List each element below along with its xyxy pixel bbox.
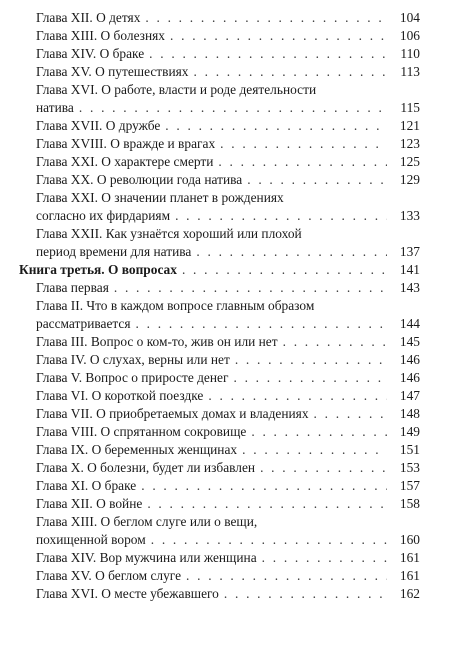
toc-entry-gl15-puteshestviya <box>0 63 453 81</box>
dot-leader <box>242 441 387 459</box>
toc-entry-gl6-poezdka <box>0 387 453 405</box>
toc-page-number: 129 <box>399 172 420 187</box>
toc-entry-book-three <box>0 261 453 279</box>
toc-entry-gl10-bolezn <box>0 459 453 477</box>
toc-title: Глава XVIII. О вражде и врагах <box>36 136 216 151</box>
toc-page-number: 146 <box>399 352 420 367</box>
toc-title: Глава XVII. О дружбе <box>36 118 161 133</box>
dot-leader <box>208 387 387 405</box>
toc-page-number: 148 <box>399 406 420 421</box>
toc-page-number: 153 <box>399 460 420 475</box>
toc-entry-gl7-doma <box>0 405 453 423</box>
toc-entry-gl16-mesto <box>0 585 453 603</box>
toc-title-line1: Глава XXII. Как узнаётся хороший или плохой <box>36 226 302 241</box>
toc-page-number: 151 <box>399 442 420 457</box>
toc-page-number: 144 <box>399 316 420 331</box>
toc-title: Глава XI. О браке <box>36 478 137 493</box>
toc-title: Глава IX. О беременных женщинах <box>36 442 238 457</box>
toc-page-number: 143 <box>399 280 420 295</box>
dot-leader <box>151 531 387 549</box>
dot-leader <box>79 99 387 117</box>
dot-leader <box>141 477 387 495</box>
dot-leader <box>186 567 387 585</box>
toc-page-number: 147 <box>399 388 420 403</box>
toc-page-number: 161 <box>399 568 420 583</box>
dot-leader <box>218 153 387 171</box>
toc-entry-gl4-sluhi <box>0 351 453 369</box>
toc-entry-gl15-sluga <box>0 567 453 585</box>
toc-page-number: 146 <box>399 370 420 385</box>
toc-title-line1: Глава XXI. О значении планет в рождениях <box>36 190 284 205</box>
toc-page-number: 104 <box>399 10 420 25</box>
dot-leader <box>235 351 387 369</box>
dot-leader <box>175 207 387 225</box>
toc-entry-gl12-deti <box>0 9 453 27</box>
toc-entry-gl13-sluga-vor <box>0 513 453 549</box>
dot-leader <box>165 117 387 135</box>
dot-leader <box>314 405 387 423</box>
toc-page-number: 161 <box>399 550 420 565</box>
dot-leader <box>182 261 387 279</box>
toc-entry-gl13-bolezni <box>0 27 453 45</box>
table-of-contents <box>0 9 453 603</box>
toc-entry-gl14-vor <box>0 549 453 567</box>
toc-title-line1: Глава II. Что в каждом вопросе главным образом <box>36 298 315 313</box>
toc-title: Глава XXI. О характере смерти <box>36 154 214 169</box>
dot-leader <box>260 459 387 477</box>
toc-title-line2: рассматривается <box>36 316 131 331</box>
dot-leader <box>251 423 387 441</box>
toc-title-line2: натива <box>36 100 74 115</box>
toc-entry-gl2-rassmatrivaetsya <box>0 297 453 333</box>
toc-page-number: 149 <box>399 424 420 439</box>
toc-book-title: Книга третья. О вопросах <box>19 262 177 277</box>
toc-title: Глава V. Вопрос о приросте денег <box>36 370 229 385</box>
toc-title: Глава XV. О беглом слуге <box>36 568 182 583</box>
toc-entry-gl22-period <box>0 225 453 261</box>
toc-page-number: 137 <box>399 244 420 259</box>
dot-leader <box>220 135 387 153</box>
toc-entry-gl12-voyna <box>0 495 453 513</box>
toc-entry-gl18-vrazhda <box>0 135 453 153</box>
toc-entry-gl8-sokrovische <box>0 423 453 441</box>
toc-title-line1: Глава XIII. О беглом слуге или о вещи, <box>36 514 258 529</box>
dot-leader <box>147 495 387 513</box>
toc-title: Глава XIV. Вор мужчина или женщина <box>36 550 257 565</box>
toc-page-number: 157 <box>399 478 420 493</box>
toc-entry-gl5-dengi <box>0 369 453 387</box>
toc-page-number: 123 <box>399 136 420 151</box>
dot-leader <box>145 9 387 27</box>
toc-title-line1: Глава XVI. О работе, власти и роде деятельности <box>36 82 317 97</box>
toc-entry-gl11-brak <box>0 477 453 495</box>
toc-title: Глава X. О болезни, будет ли избавлен <box>36 460 256 475</box>
toc-entry-gl14-brak <box>0 45 453 63</box>
dot-leader <box>114 279 387 297</box>
toc-entry-gl17-druzhba <box>0 117 453 135</box>
toc-title: Глава XIII. О болезнях <box>36 28 165 43</box>
dot-leader <box>262 549 387 567</box>
toc-title: Глава III. Вопрос о ком-то, жив он или нет <box>36 334 278 349</box>
toc-title: Глава XII. О войне <box>36 496 143 511</box>
toc-title-line2: согласно их фирдариям <box>36 208 171 223</box>
dot-leader <box>247 171 387 189</box>
dot-leader <box>283 333 387 351</box>
toc-page-number: 125 <box>399 154 420 169</box>
toc-entry-gl3-zhiv <box>0 333 453 351</box>
dot-leader <box>233 369 387 387</box>
dot-leader <box>170 27 387 45</box>
toc-page-number: 121 <box>399 118 420 133</box>
toc-entry-gl1-pervaya <box>0 279 453 297</box>
toc-entry-gl20-revolyuciya <box>0 171 453 189</box>
toc-page-number: 110 <box>400 46 420 61</box>
toc-title: Глава IV. О слухах, верны или нет <box>36 352 230 367</box>
toc-entry-gl16-rabota <box>0 81 453 117</box>
toc-title: Глава XII. О детях <box>36 10 141 25</box>
toc-page-number: 133 <box>399 208 420 223</box>
toc-title: Глава VII. О приобретаемых домах и владениях <box>36 406 309 421</box>
toc-title: Глава XVI. О месте убежавшего <box>36 586 219 601</box>
toc-page-number: 158 <box>399 496 420 511</box>
toc-entry-gl9-beremennye <box>0 441 453 459</box>
dot-leader <box>194 63 387 81</box>
dot-leader <box>149 45 387 63</box>
dot-leader <box>196 243 387 261</box>
toc-page-number: 162 <box>399 586 420 601</box>
toc-page-number: 115 <box>400 100 420 115</box>
toc-title: Глава VI. О короткой поездке <box>36 388 204 403</box>
toc-title: Глава XIV. О браке <box>36 46 145 61</box>
dot-leader <box>224 585 387 603</box>
toc-entry-gl21-smert <box>0 153 453 171</box>
toc-title: Глава VIII. О спрятанном сокровище <box>36 424 247 439</box>
toc-title-line2: похищенной вором <box>36 532 146 547</box>
toc-title: Глава XX. О революции года натива <box>36 172 243 187</box>
toc-entry-gl21-planety <box>0 189 453 225</box>
toc-page-number: 113 <box>400 64 420 79</box>
toc-page-number: 106 <box>399 28 420 43</box>
toc-page-number: 145 <box>399 334 420 349</box>
toc-page-number: 160 <box>399 532 420 547</box>
dot-leader <box>136 315 387 333</box>
toc-page-number: 141 <box>399 262 420 277</box>
toc-title-line2: период времени для натива <box>36 244 192 259</box>
toc-title: Глава XV. О путешествиях <box>36 64 189 79</box>
toc-title: Глава первая <box>36 280 109 295</box>
